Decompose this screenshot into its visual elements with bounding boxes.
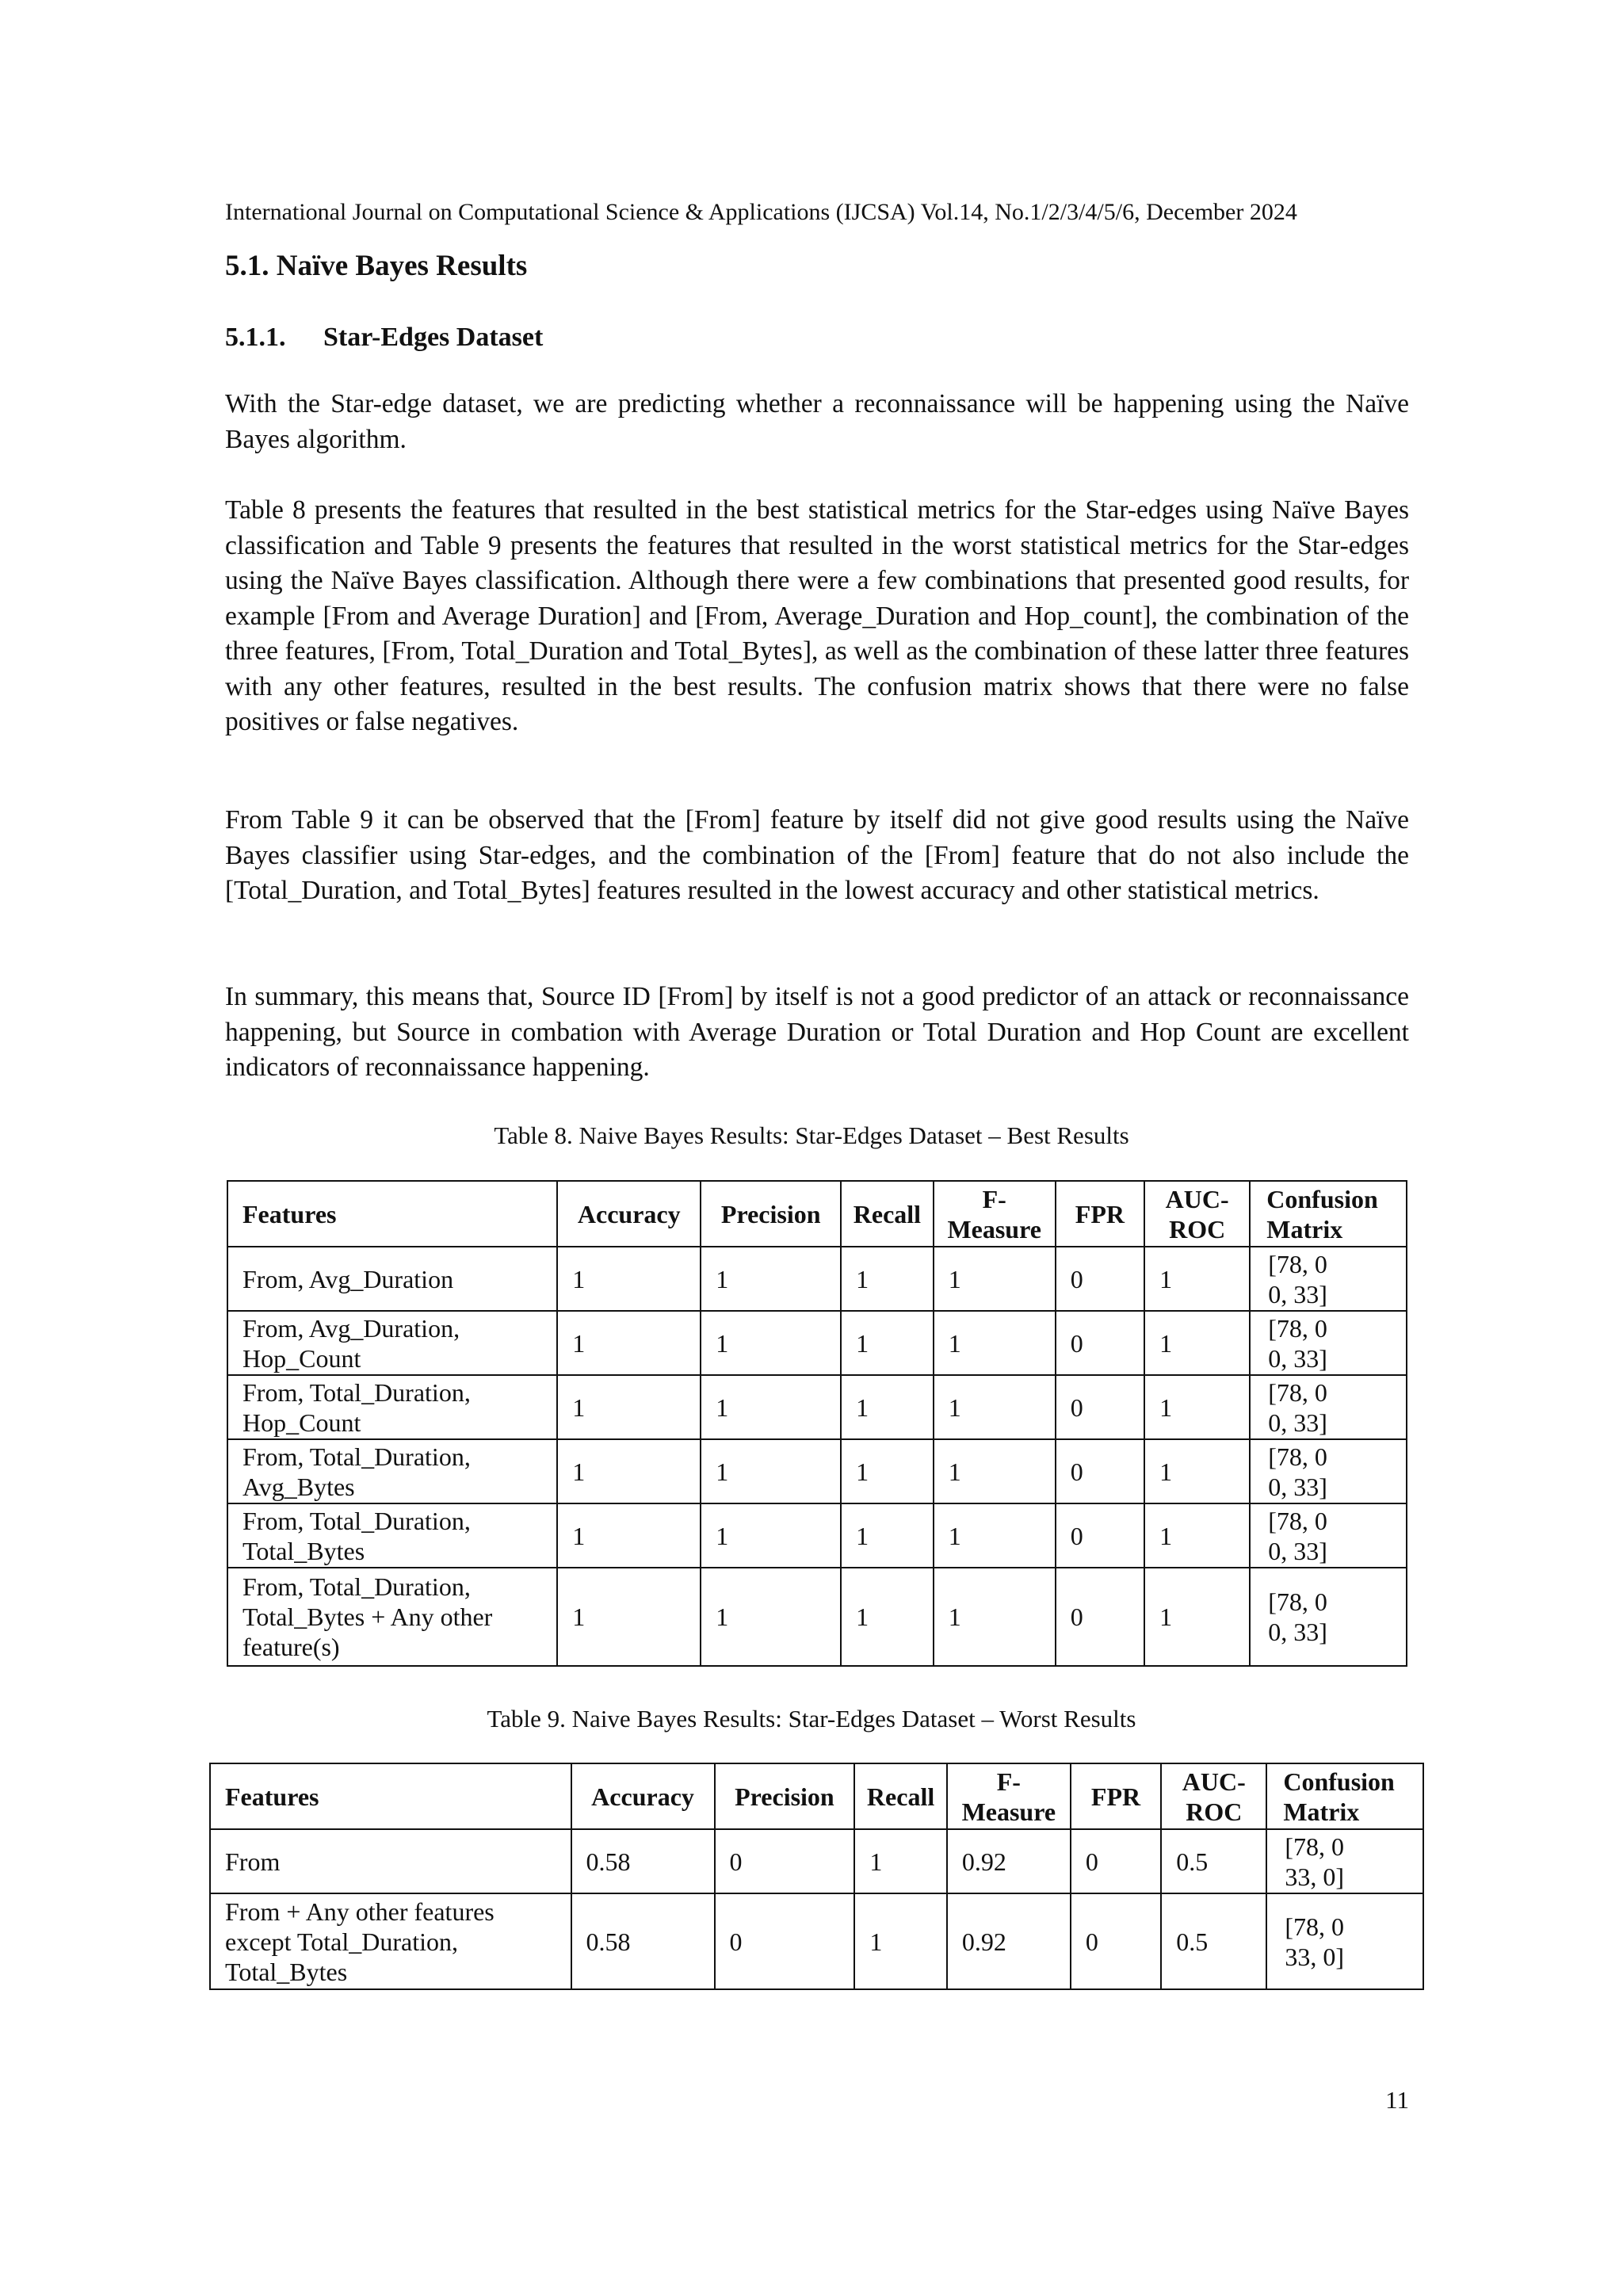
features-line1: From, Total_Duration, [242, 1506, 471, 1535]
cell-auc-roc: 0.5 [1161, 1829, 1266, 1893]
cm-line2: 0, 33] [1268, 1408, 1327, 1437]
cm-line1: [78, 0 [1285, 1832, 1344, 1861]
col-confusion-matrix [1266, 1763, 1423, 1829]
features-line3: feature(s) [242, 1633, 340, 1661]
cm-line1: [78, 0 [1268, 1377, 1327, 1407]
journal-header: International Journal on Computational Science & Applications (IJCSA) Vol.14, No.1/2/3/4/5/6, December 2024 [225, 199, 1297, 225]
cell-features: From [210, 1829, 571, 1893]
paragraph-table9-discussion: From Table 9 it can be observed that the [From] feature by itself did not give good results using the Naïve Bayes classifier using Star-edges, and the combination of the [From] feature that do not also include the [Total_Duration, and Total_Bytes] features resulted in the lowest accuracy and other statistical metrics. [225, 805, 1409, 905]
col-f-measure-line2: Measure [961, 1797, 1056, 1826]
cell-recall: 1 [841, 1375, 934, 1439]
cell-fpr: 0 [1071, 1893, 1161, 1989]
cell-features [227, 1439, 557, 1503]
cell-precision: 1 [701, 1311, 841, 1375]
cell-fpr: 0 [1056, 1311, 1144, 1375]
cell-features [227, 1375, 557, 1439]
cell-precision: 1 [701, 1247, 841, 1311]
cell-accuracy: 1 [557, 1247, 701, 1311]
features-line1: From, Total_Duration, [242, 1377, 471, 1407]
col-confusion-line2: Matrix [1266, 1214, 1343, 1244]
table8-header-row [227, 1181, 1407, 1247]
col-auc-roc [1161, 1763, 1266, 1829]
cm-line2: 0, 33] [1268, 1618, 1327, 1646]
table-row [210, 1893, 1423, 1989]
cm-line1: [78, 0 [1285, 1912, 1344, 1941]
paragraph-table8-discussion: Table 8 presents the features that resulted in the best statistical metrics for the Star-edges using Naïve Bayes classification and Table 9 presents the features that resulted in the worst statistical metrics for the Star-edges using the Naïve Bayes classification. Although there were a few combinations that presented good results, for example [From and Average Duration] and [From, Average_Duration and Hop_count], the combination of the three features, [From, Total_Duration and Total_Bytes], as well as the combination of these latter three features with any other features, resulted in the best results. The confusion matrix shows that there were no false positives or false negatives. [225, 495, 1409, 736]
subsection-title: Star-Edges Dataset [323, 323, 544, 352]
cell-f-measure: 1 [934, 1375, 1056, 1439]
cell-confusion-matrix [1250, 1247, 1407, 1311]
cm-line2: 0, 33] [1268, 1279, 1327, 1308]
cell-recall: 1 [841, 1247, 934, 1311]
col-features: Features [210, 1763, 571, 1829]
col-confusion-matrix [1250, 1181, 1407, 1247]
cm-line2: 33, 0] [1285, 1862, 1344, 1891]
cell-features: From, Avg_Duration [227, 1247, 557, 1311]
col-f-measure-line2: Measure [947, 1214, 1041, 1244]
cell-confusion-matrix [1250, 1439, 1407, 1503]
subsection-number: 5.1.1. [225, 323, 286, 352]
col-fpr: FPR [1071, 1763, 1161, 1829]
cell-confusion-matrix [1250, 1375, 1407, 1439]
table-row [227, 1247, 1407, 1311]
cell-accuracy: 1 [557, 1503, 701, 1568]
cm-line1: [78, 0 [1268, 1506, 1327, 1535]
table-row [227, 1439, 1407, 1503]
cell-accuracy: 1 [557, 1439, 701, 1503]
features-line1: From + Any other features [225, 1897, 495, 1926]
cell-auc-roc: 0.5 [1161, 1893, 1266, 1989]
cell-fpr: 0 [1056, 1568, 1144, 1666]
cell-features [227, 1311, 557, 1375]
cell-f-measure: 1 [934, 1568, 1056, 1666]
col-confusion-line1: Confusion [1266, 1184, 1378, 1213]
cell-f-measure: 0.92 [947, 1829, 1071, 1893]
cell-auc-roc: 1 [1144, 1311, 1250, 1375]
cm-line2: 0, 33] [1268, 1343, 1327, 1373]
table8-best-results [227, 1180, 1407, 1667]
col-accuracy: Accuracy [571, 1763, 715, 1829]
cell-precision: 1 [701, 1439, 841, 1503]
section-title: Naïve Bayes Results [276, 250, 528, 282]
cm-line2: 33, 0] [1285, 1942, 1344, 1971]
cell-auc-roc: 1 [1144, 1247, 1250, 1311]
col-confusion-line2: Matrix [1283, 1797, 1360, 1826]
col-recall: Recall [854, 1763, 946, 1829]
section-heading [225, 247, 527, 285]
features-line2: Hop_Count [242, 1343, 361, 1373]
col-recall: Recall [841, 1181, 934, 1247]
cell-f-measure: 1 [934, 1439, 1056, 1503]
cell-recall: 1 [854, 1829, 946, 1893]
col-auc-roc-line2: ROC [1169, 1214, 1226, 1244]
table9-caption: Table 9. Naive Bayes Results: Star-Edges Dataset – Worst Results [487, 1705, 1136, 1733]
col-auc-roc-line1: AUC- [1182, 1767, 1246, 1796]
cell-confusion-matrix [1250, 1503, 1407, 1568]
table-row [227, 1503, 1407, 1568]
cell-recall: 1 [854, 1893, 946, 1989]
cell-accuracy: 1 [557, 1311, 701, 1375]
col-f-measure [947, 1763, 1071, 1829]
cell-fpr: 0 [1056, 1439, 1144, 1503]
cell-accuracy: 0.58 [571, 1893, 715, 1989]
table9-worst-results [209, 1763, 1424, 1990]
cell-recall: 1 [841, 1503, 934, 1568]
table-row [210, 1829, 1423, 1893]
features-line1: From, Total_Duration, [242, 1442, 471, 1471]
cell-accuracy: 0.58 [571, 1829, 715, 1893]
table-row [227, 1311, 1407, 1375]
col-confusion-line1: Confusion [1283, 1767, 1395, 1796]
table9-header-row [210, 1763, 1423, 1829]
paragraph-summary: In summary, this means that, Source ID [From] by itself is not a good predictor of an attack or reconnaissance happening, but Source in combation with Average Duration or Total Duration and Hop Count are excellent indicators of reconnaissance happening. [225, 982, 1409, 1082]
cell-confusion-matrix [1250, 1568, 1407, 1666]
col-precision: Precision [701, 1181, 841, 1247]
cell-fpr: 0 [1056, 1503, 1144, 1568]
cell-recall: 1 [841, 1311, 934, 1375]
cm-line1: [78, 0 [1268, 1313, 1327, 1343]
col-auc-roc-line2: ROC [1186, 1797, 1243, 1826]
features-line3: Total_Bytes [225, 1957, 348, 1986]
col-f-measure-line1: F- [996, 1767, 1021, 1796]
col-fpr: FPR [1056, 1181, 1144, 1247]
cell-f-measure: 1 [934, 1311, 1056, 1375]
features-line1: From, Avg_Duration, [242, 1313, 460, 1343]
features-line2: Total_Bytes [242, 1536, 365, 1565]
cell-fpr: 0 [1056, 1247, 1144, 1311]
cell-accuracy: 1 [557, 1568, 701, 1666]
cell-features [227, 1568, 557, 1666]
cell-recall: 1 [841, 1439, 934, 1503]
cell-auc-roc: 1 [1144, 1503, 1250, 1568]
cm-line1: [78, 0 [1268, 1249, 1327, 1278]
subsection-heading [225, 320, 543, 355]
cell-precision: 0 [715, 1893, 855, 1989]
cell-f-measure: 1 [934, 1247, 1056, 1311]
cell-fpr: 0 [1056, 1375, 1144, 1439]
features-line2: Total_Bytes + Any other [242, 1603, 493, 1631]
table-row [227, 1568, 1407, 1666]
cell-f-measure: 1 [934, 1503, 1056, 1568]
section-number: 5.1. [225, 250, 269, 282]
cell-precision: 1 [701, 1503, 841, 1568]
col-accuracy: Accuracy [557, 1181, 701, 1247]
cell-features [210, 1893, 571, 1989]
cm-line1: [78, 0 [1268, 1587, 1327, 1616]
col-auc-roc-line1: AUC- [1165, 1184, 1229, 1213]
page-number: 11 [1385, 2086, 1409, 2114]
cell-precision: 1 [701, 1375, 841, 1439]
cell-features [227, 1503, 557, 1568]
cell-f-measure: 0.92 [947, 1893, 1071, 1989]
cell-confusion-matrix [1266, 1829, 1423, 1893]
features-line1: From, Total_Duration, [242, 1572, 471, 1601]
cell-accuracy: 1 [557, 1375, 701, 1439]
features-line2: except Total_Duration, [225, 1927, 458, 1956]
cm-line1: [78, 0 [1268, 1442, 1327, 1471]
col-features: Features [227, 1181, 557, 1247]
col-precision: Precision [715, 1763, 855, 1829]
cell-auc-roc: 1 [1144, 1568, 1250, 1666]
cell-precision: 1 [701, 1568, 841, 1666]
cell-recall: 1 [841, 1568, 934, 1666]
cell-precision: 0 [715, 1829, 855, 1893]
cell-auc-roc: 1 [1144, 1375, 1250, 1439]
cell-confusion-matrix [1250, 1311, 1407, 1375]
features-line2: Hop_Count [242, 1408, 361, 1437]
paragraph-intro: With the Star-edge dataset, we are predicting whether a reconnaissance will be happening using the Naïve Bayes algorithm. [225, 389, 1409, 454]
cm-line2: 0, 33] [1268, 1536, 1327, 1565]
cm-line2: 0, 33] [1268, 1472, 1327, 1501]
features-line2: Avg_Bytes [242, 1472, 355, 1501]
table8-caption: Table 8. Naive Bayes Results: Star-Edges Dataset – Best Results [494, 1121, 1129, 1149]
cell-auc-roc: 1 [1144, 1439, 1250, 1503]
table-row [227, 1375, 1407, 1439]
col-f-measure [934, 1181, 1056, 1247]
col-f-measure-line1: F- [982, 1184, 1006, 1213]
cell-fpr: 0 [1071, 1829, 1161, 1893]
col-auc-roc [1144, 1181, 1250, 1247]
cell-confusion-matrix [1266, 1893, 1423, 1989]
